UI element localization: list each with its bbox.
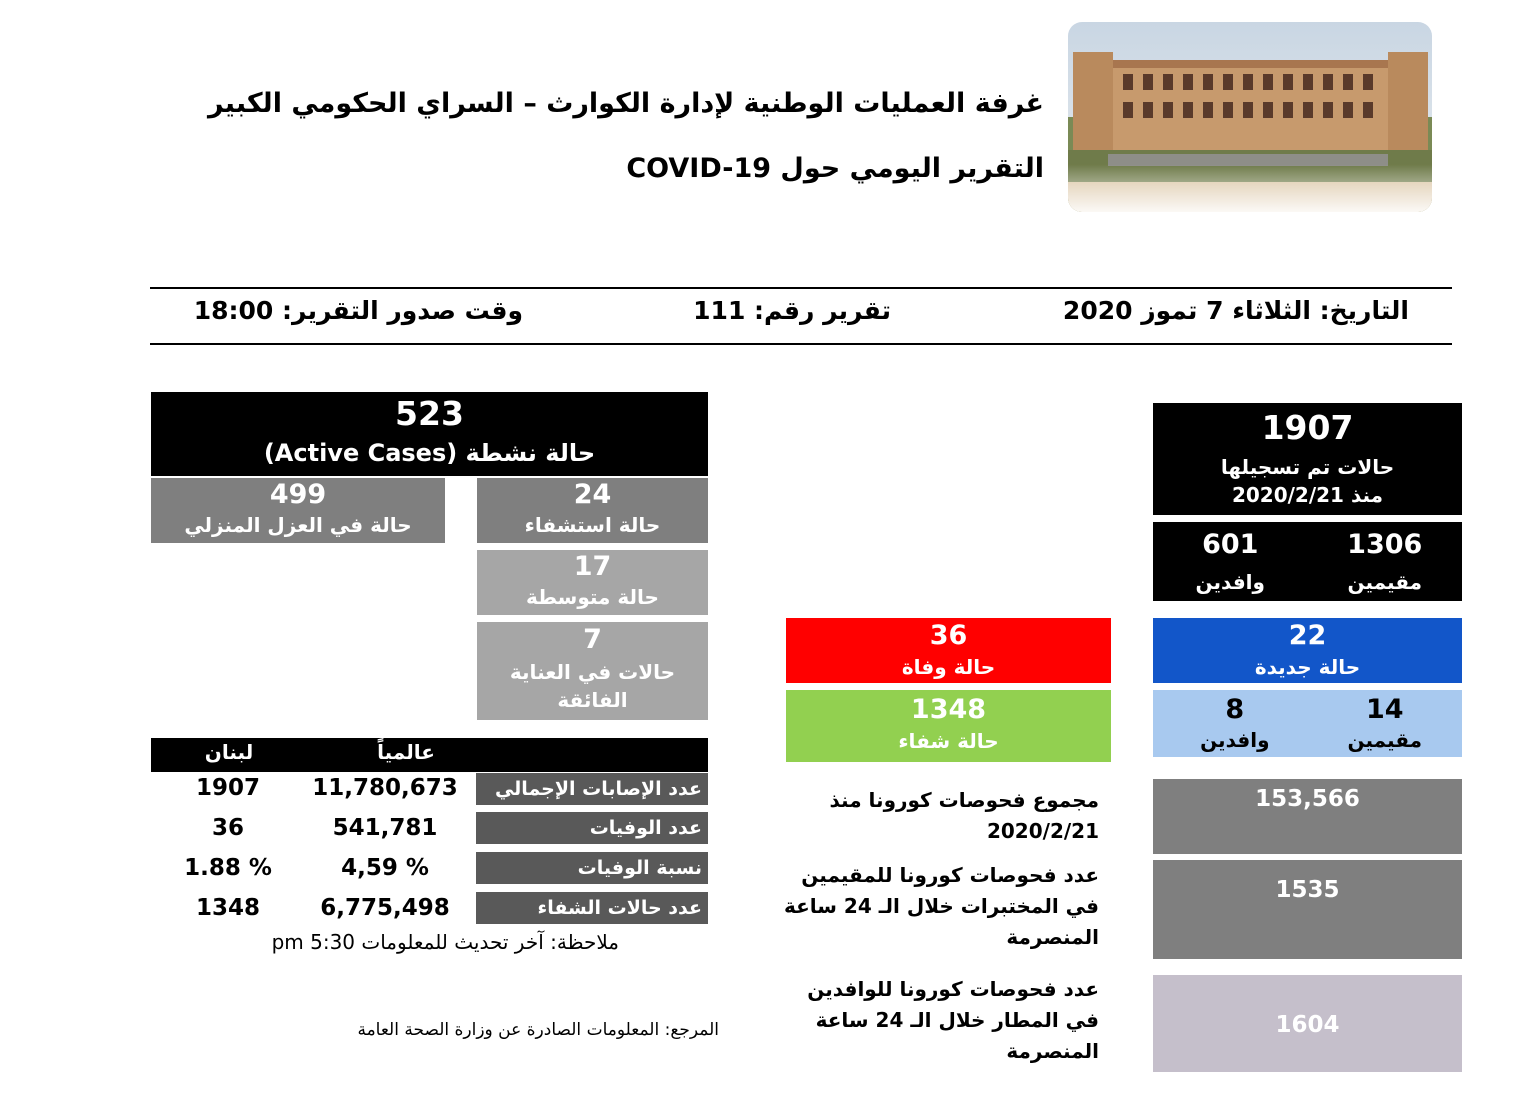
row-total-lebanon: 1907 bbox=[195, 775, 260, 801]
row-deaths-global: 541,781 bbox=[332, 815, 438, 841]
report-time: وقت صدور التقرير: 18:00 bbox=[193, 296, 523, 325]
moderate-box bbox=[477, 550, 708, 615]
home-isolation-box bbox=[151, 478, 445, 543]
report-date: التاريخ: الثلاثاء 7 تموز 2020 bbox=[1062, 296, 1409, 325]
registered-arrivals bbox=[1153, 522, 1308, 596]
tests-total-label-line1: مجموع فحوصات كورونا منذ bbox=[829, 788, 1099, 812]
new-residents-value: 14 bbox=[1365, 694, 1404, 725]
registered-arrivals-label: وافدين bbox=[1195, 570, 1265, 594]
source-note: المرجع: المعلومات الصادرة عن وزارة الصحة العامة bbox=[357, 1020, 719, 1040]
header-subtitle: التقرير اليومي حول COVID-19 bbox=[626, 153, 1044, 184]
bottom-rule bbox=[150, 343, 1452, 345]
deaths-value: 36 bbox=[929, 620, 968, 651]
tests-arrivals-label-line1: عدد فحوصات كورونا للوافدين bbox=[807, 977, 1099, 1001]
report-number: تقرير رقم: 111 bbox=[693, 296, 891, 325]
col-global-header: عالمياً bbox=[377, 740, 435, 764]
row-deaths-label: عدد الوفيات bbox=[476, 812, 708, 844]
new-cases-box bbox=[1153, 618, 1462, 683]
hospitalized-box bbox=[477, 478, 708, 543]
registered-residents bbox=[1308, 522, 1463, 596]
registered-since: منذ 2020/2/21 bbox=[1231, 483, 1384, 507]
registered-value: 1907 bbox=[1261, 408, 1354, 447]
recovered-label: حالة شفاء bbox=[898, 729, 999, 753]
registered-label: حالات تم تسجيلها bbox=[1220, 455, 1395, 479]
row-recovered-label: عدد حالات الشفاء bbox=[476, 892, 708, 924]
stats-table-header bbox=[151, 738, 708, 772]
icu-label-line1: حالات في العناية bbox=[509, 660, 676, 684]
row-total-label: عدد الإصابات الإجمالي bbox=[476, 773, 708, 805]
registered-box bbox=[1153, 403, 1462, 515]
row-death-rate-label: نسبة الوفيات bbox=[476, 852, 708, 884]
home-isolation-label: حالة في العزل المنزلي bbox=[184, 513, 412, 537]
hospitalized-label: حالة استشفاء bbox=[524, 513, 661, 537]
new-arrivals-value: 8 bbox=[1225, 694, 1245, 725]
moderate-value: 17 bbox=[573, 551, 612, 582]
update-note: ملاحظة: آخر تحديث للمعلومات 5:30 pm bbox=[271, 930, 619, 954]
new-residents bbox=[1308, 690, 1463, 750]
row-deaths-lebanon: 36 bbox=[211, 815, 244, 841]
active-cases-label: حالة نشطة (Active Cases) bbox=[263, 439, 596, 467]
header-title: غرفة العمليات الوطنية لإدارة الكوارث – السراي الحكومي الكبير bbox=[208, 88, 1044, 119]
tests-total-value: 153,566 bbox=[1255, 786, 1360, 812]
tests-arrivals-label-line2: في المطار خلال الـ 24 ساعة bbox=[815, 1008, 1099, 1032]
tests-arrivals-value: 1604 bbox=[1275, 1012, 1340, 1038]
tests-residents-label-line3: المنصرمة bbox=[1006, 925, 1099, 949]
active-cases-value: 523 bbox=[395, 394, 464, 433]
tests-arrivals-box bbox=[1153, 975, 1462, 1072]
building-image-icon bbox=[1068, 22, 1432, 212]
row-death-rate-lebanon: 1.88 % bbox=[184, 855, 272, 881]
hospitalized-value: 24 bbox=[573, 479, 612, 510]
grand-serail-photo bbox=[1068, 22, 1432, 212]
tests-residents-box bbox=[1153, 860, 1462, 959]
registered-residents-label: مقيمين bbox=[1347, 570, 1422, 594]
tests-residents-label bbox=[769, 860, 1099, 953]
home-isolation-value: 499 bbox=[269, 479, 327, 510]
recovered-value: 1348 bbox=[910, 694, 987, 725]
tests-arrivals-label-line3: المنصرمة bbox=[1006, 1039, 1099, 1063]
icu-label-line2: الفائقة bbox=[557, 688, 628, 712]
recovered-box bbox=[786, 690, 1111, 762]
row-death-rate-global: 4,59 % bbox=[341, 855, 429, 881]
new-arrivals bbox=[1173, 690, 1297, 750]
icu-box bbox=[477, 622, 708, 720]
col-lebanon-header: لبنان bbox=[204, 740, 254, 764]
tests-arrivals-label bbox=[769, 974, 1099, 1067]
new-cases-value: 22 bbox=[1288, 620, 1327, 651]
deaths-label: حالة وفاة bbox=[901, 655, 996, 679]
new-arrivals-label: وافدين bbox=[1200, 728, 1270, 752]
row-total-global: 11,780,673 bbox=[312, 775, 458, 801]
tests-total-box bbox=[1153, 779, 1462, 854]
registered-residents-value: 1306 bbox=[1347, 529, 1423, 560]
tests-total-label bbox=[779, 785, 1099, 847]
tests-residents-label-line1: عدد فحوصات كورونا للمقيمين bbox=[801, 863, 1099, 887]
top-rule bbox=[150, 287, 1452, 289]
row-recovered-lebanon: 1348 bbox=[195, 895, 260, 921]
row-recovered-global: 6,775,498 bbox=[320, 895, 450, 921]
active-cases-box bbox=[151, 392, 708, 476]
new-residents-label: مقيمين bbox=[1347, 728, 1422, 752]
registered-breakdown-box bbox=[1153, 522, 1462, 601]
new-cases-breakdown-box bbox=[1153, 690, 1462, 757]
registered-arrivals-value: 601 bbox=[1202, 529, 1259, 560]
icu-value: 7 bbox=[583, 624, 602, 655]
tests-total-label-line2: 2020/2/21 bbox=[986, 819, 1099, 843]
tests-residents-label-line2: في المختبرات خلال الـ 24 ساعة bbox=[783, 894, 1099, 918]
deaths-box bbox=[786, 618, 1111, 683]
moderate-label: حالة متوسطة bbox=[526, 585, 659, 609]
new-cases-label: حالة جديدة bbox=[1254, 655, 1361, 679]
tests-residents-value: 1535 bbox=[1275, 877, 1340, 903]
